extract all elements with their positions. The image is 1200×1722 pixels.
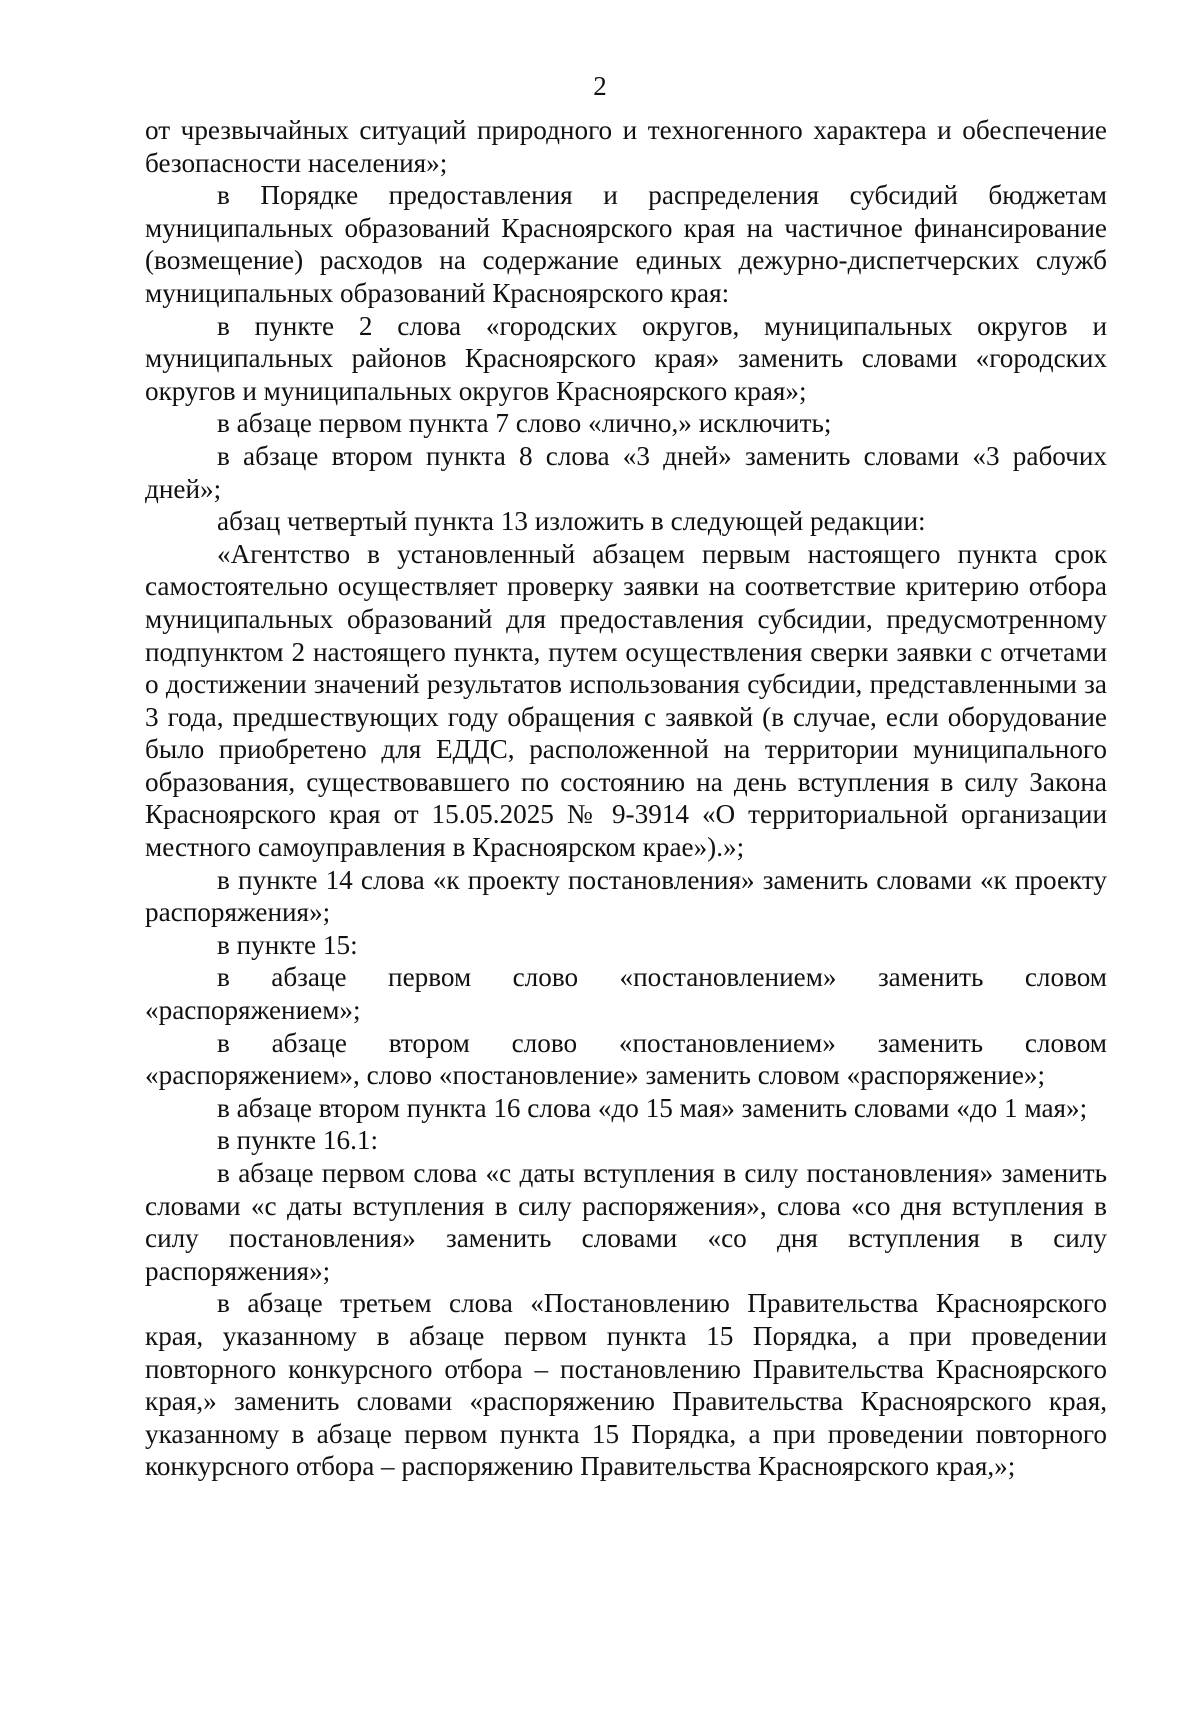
- page-number: 2: [593, 71, 607, 101]
- paragraph-continuation: от чрезвычайных ситуаций природного и техногенного характера и обеспечение безопасности населения»;: [145, 115, 1107, 178]
- paragraph: в абзаце первом слово «постановлением» заменить словом «распоряжением»;: [145, 962, 1107, 1026]
- paragraph: в абзаце третьем слова «Постановлению Правительства Красноярского края, указанному в абзаце первом пункта 15 Порядка, а при проведении повторного конкурсного отбора – постановлению Правительства Красноярского края,» заменить словами «распоряжению Правительства Красноярского края, указанному в абзаце первом пункта 15 Порядка, а при проведении повторного конкурсного отбора – распоряжению Правительства Красноярского края,»;: [145, 1288, 1107, 1482]
- paragraph: в абзаце первом слова «с даты вступления в силу постановления» заменить словами «с даты вступления в силу распоряжения», слова «со дня вступления в силу постановления» заменить словами «со дня вступления в силу распоряжения»;: [145, 1158, 1107, 1286]
- paragraph: в пункте 16.1:: [217, 1125, 379, 1156]
- paragraph: в пункте 15:: [217, 929, 358, 960]
- paragraph: в абзаце втором слово «постановлением» заменить словом «распоряжением», слово «постановление» заменить словом «распоряжение»;: [145, 1027, 1107, 1091]
- paragraph: в пункте 2 слова «городских округов, муниципальных округов и муниципальных районов Красноярского края» заменить словами «городских округов и муниципальных округов Красноярского края»;: [145, 310, 1107, 406]
- document-body: [145, 114, 1107, 1483]
- paragraph: в абзаце втором пункта 16 слова «до 15 мая» заменить словами «до 1 мая»;: [217, 1092, 1088, 1123]
- paragraph: в Порядке предоставления и распределения субсидий бюджетам муниципальных образований Красноярского края на частичное финансирование (возмещение) расходов на содержание единых дежурно-диспетчерских служб муниципальных образований Красноярского края:: [145, 180, 1107, 308]
- paragraph: в пункте 14 слова «к проекту постановления» заменить словами «к проекту распоряжения»;: [145, 864, 1107, 928]
- paragraph: абзац четвертый пункта 13 изложить в следующей редакции:: [217, 506, 926, 537]
- paragraph: «Агентство в установленный абзацем первым настоящего пункта срок самостоятельно осуществляет проверку заявки на соответствие критерию отбора муниципальных образований для предоставления субсидии, предусмотренному подпунктом 2 настоящего пункта, путем осуществления сверки заявки с отчетами о достижении значений результатов использования субсидии, представленными за 3 года, предшествующих году обращения с заявкой (в случае, если оборудование было приобретено для ЕДДС, расположенной на территории муниципального образования, существовавшего по состоянию на день вступления в силу Закона Красноярского края от 15.05.2025 № 9-3914 «О территориальной организации местного самоуправления в Красноярском крае»).»;: [145, 538, 1107, 863]
- paragraph: в абзаце втором пункта 8 слова «3 дней» заменить словами «3 рабочих дней»;: [145, 440, 1107, 504]
- paragraph: в абзаце первом пункта 7 слово «лично,» исключить;: [217, 408, 832, 439]
